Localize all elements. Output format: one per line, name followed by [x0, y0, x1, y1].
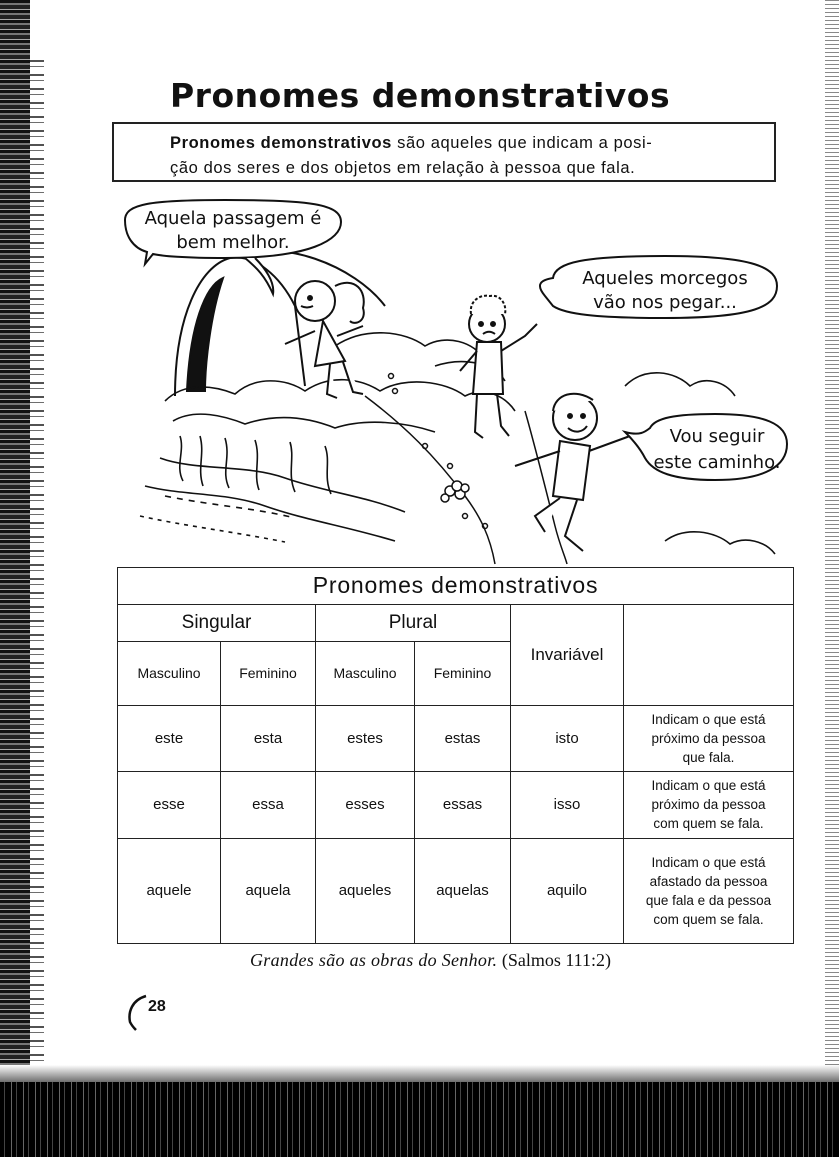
cell-description: [624, 772, 794, 838]
pronouns-table: [117, 567, 794, 944]
header-plural: Plural: [316, 604, 511, 641]
description-line: com quem se fala.: [653, 816, 764, 832]
description-line: Indicam o que está: [651, 778, 766, 794]
quote-text: Grandes são as obras do Senhor.: [250, 950, 498, 970]
curly-boy-character: [460, 296, 537, 438]
flower-illustration: [441, 481, 469, 502]
cell-invariavel: isto: [511, 705, 624, 771]
header-singular: Singular: [118, 604, 316, 641]
header-description-empty: [624, 604, 794, 705]
speech-bubble-2-line-1: Aqueles morcegos: [582, 268, 748, 289]
header-singular-masculino: Masculino: [118, 641, 221, 705]
cell-invariavel: isso: [511, 772, 624, 838]
description-line: próximo da pessoa: [651, 731, 766, 747]
table-row: [118, 772, 794, 838]
girl-character: [285, 281, 364, 398]
cell-plural-feminino: aquelas: [415, 838, 511, 943]
table-row: [118, 838, 794, 943]
speech-bubble-1-line-1: Aquela passagem é: [144, 208, 322, 229]
header-invariavel: Invariável: [511, 604, 624, 705]
page-number-badge: [124, 992, 184, 1032]
speech-bubble-2: [540, 256, 777, 318]
cell-singular-masculino: aquele: [118, 838, 221, 943]
cell-singular-feminino: esta: [221, 705, 316, 771]
boy-character: [515, 394, 630, 551]
cell-singular-masculino: este: [118, 705, 221, 771]
page-title: Pronomes demonstrativos: [170, 76, 671, 115]
cell-plural-feminino: estas: [415, 705, 511, 771]
table-row: [118, 705, 794, 771]
scan-edge-bottom: [0, 1082, 839, 1157]
speech-bubble-1-line-2: bem melhor.: [176, 232, 290, 253]
table-title: Pronomes demonstrativos: [118, 568, 794, 605]
cell-plural-masculino: estes: [316, 705, 415, 771]
cell-plural-masculino: aqueles: [316, 838, 415, 943]
illustration: [105, 196, 795, 566]
speech-bubble-3: [625, 414, 787, 480]
description-line: com quem se fala.: [653, 911, 764, 927]
definition-line-1: [170, 131, 762, 156]
header-singular-feminino: Feminino: [221, 641, 316, 705]
description-line: que fala.: [682, 750, 735, 766]
description-line: afastado da pessoa: [649, 873, 768, 889]
speech-bubble-3-line-2: este caminho.: [653, 452, 781, 473]
header-plural-masculino: Masculino: [316, 641, 415, 705]
cell-description: [624, 838, 794, 943]
definition-lead: Pronomes demonstrativos: [170, 134, 392, 152]
cell-singular-masculino: esse: [118, 772, 221, 838]
speech-bubble-2-line-2: vão nos pegar...: [593, 292, 737, 313]
cell-invariavel: aquilo: [511, 838, 624, 943]
page-number: 28: [148, 998, 166, 1015]
header-plural-feminino: Feminino: [415, 641, 511, 705]
definition-box: [112, 122, 776, 182]
cell-singular-feminino: aquela: [221, 838, 316, 943]
scan-edge-left: [0, 0, 30, 1080]
scan-edge-right: [825, 0, 839, 1070]
description-line: Indicam o que está: [651, 712, 766, 728]
scan-edge-left-inner: [30, 60, 44, 1070]
path-illustration: [365, 374, 567, 565]
cell-singular-feminino: essa: [221, 772, 316, 838]
speech-bubble-1: [125, 200, 341, 294]
description-line: próximo da pessoa: [651, 797, 766, 813]
description-line: que fala e da pessoa: [645, 892, 772, 908]
cell-plural-feminino: essas: [415, 772, 511, 838]
definition-line-2: ção dos seres e dos objetos em relação à pessoa que fala.: [170, 159, 636, 177]
definition-line-1-rest: são aqueles que indicam a posi-: [391, 134, 653, 152]
description-line: Indicam o que está: [651, 854, 766, 870]
bible-quote: [250, 950, 611, 971]
cell-description: [624, 705, 794, 771]
speech-bubble-3-line-1: Vou seguir: [669, 426, 765, 447]
cell-plural-masculino: esses: [316, 772, 415, 838]
quote-reference: (Salmos 111:2): [497, 950, 611, 970]
